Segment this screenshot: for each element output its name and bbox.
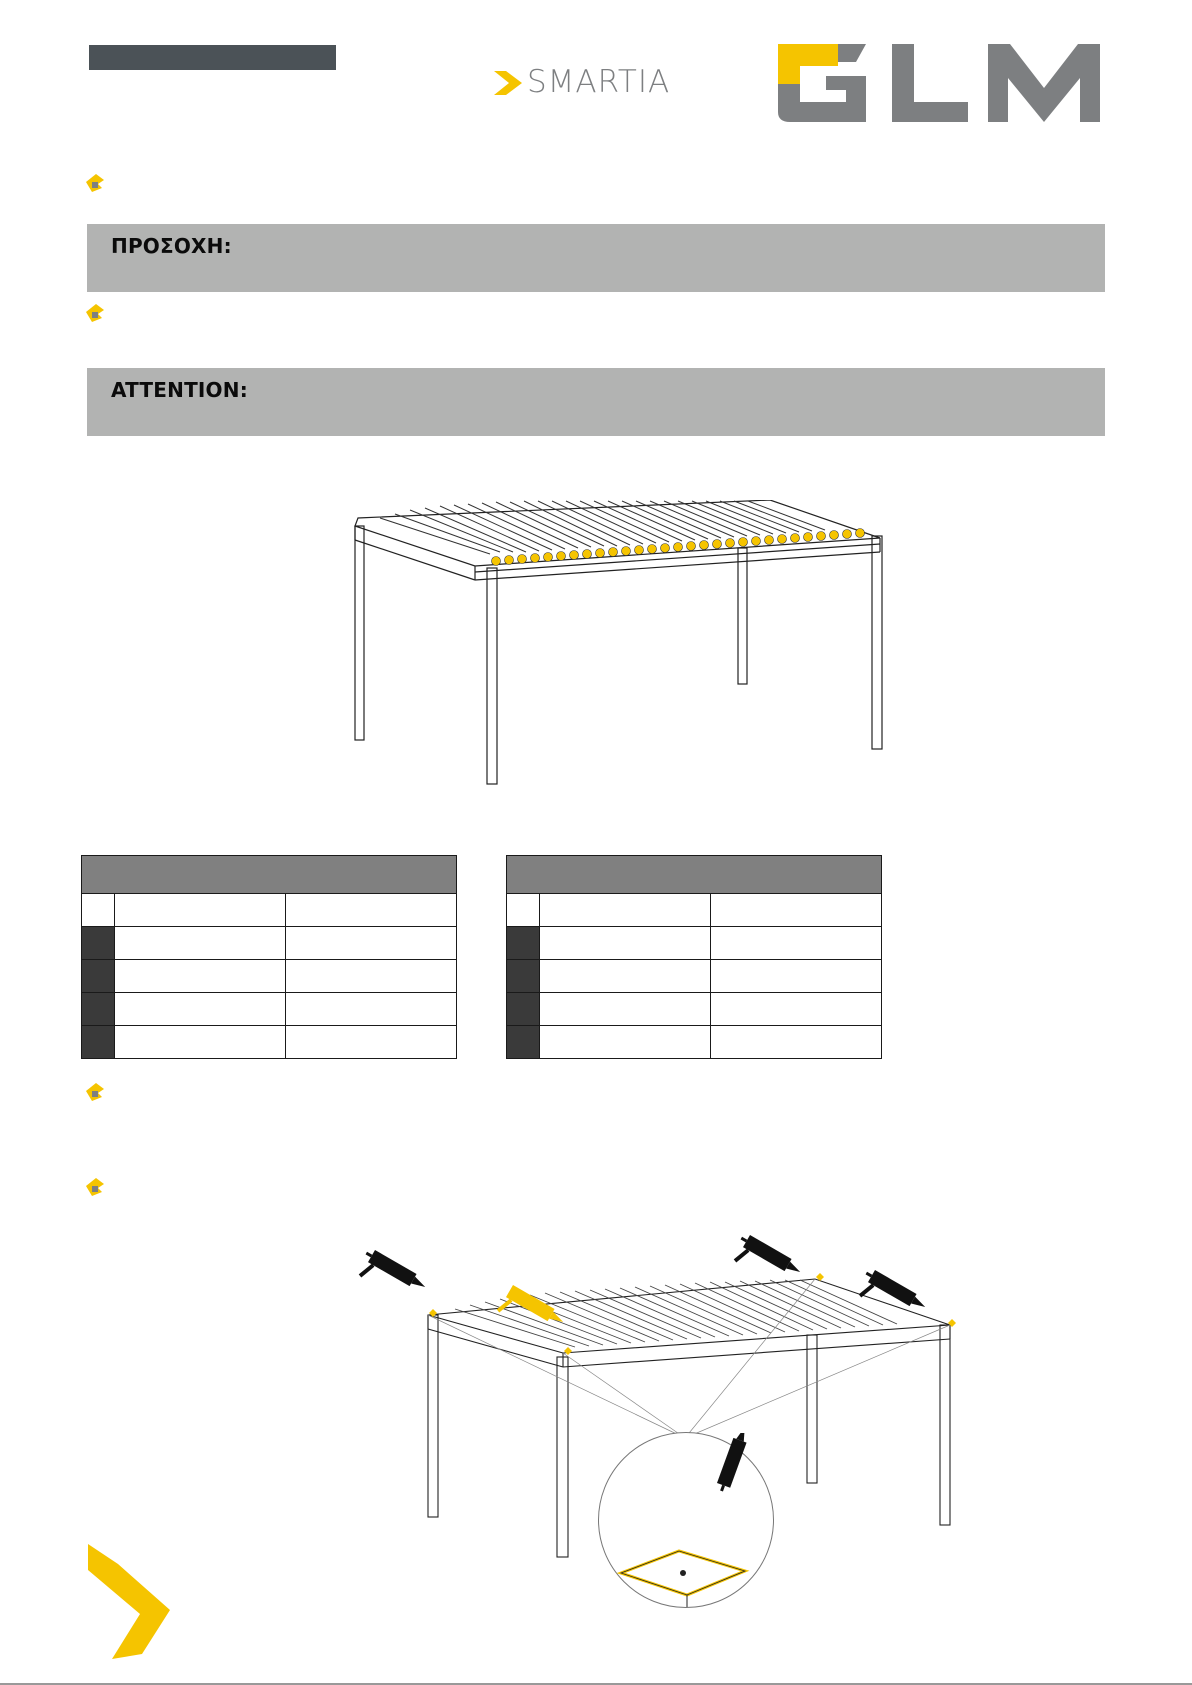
glm-bullet-icon bbox=[84, 172, 106, 194]
corner-detail-zoom bbox=[598, 1432, 774, 1608]
notice-greek bbox=[87, 224, 1105, 292]
notice-english-label: ATTENTION: bbox=[111, 378, 248, 402]
silicone-gun-icon bbox=[355, 1232, 929, 1342]
smartia-wordmark: SMARTIA bbox=[527, 64, 671, 100]
table-row bbox=[507, 960, 882, 993]
notice-greek-label: ΠΡΟΣΟΧΗ: bbox=[111, 234, 232, 258]
parts-table-left bbox=[81, 855, 457, 1059]
header-bar bbox=[89, 45, 336, 70]
glm-bullet-icon bbox=[84, 1176, 106, 1198]
table-row bbox=[82, 993, 457, 1026]
table-row bbox=[507, 993, 882, 1026]
table-row bbox=[507, 1026, 882, 1059]
brand-chevron-icon bbox=[88, 1544, 170, 1659]
glm-bullet-icon bbox=[84, 302, 106, 324]
table-row bbox=[82, 1026, 457, 1059]
glm-bullet-icon bbox=[84, 1081, 106, 1103]
parts-table-right bbox=[506, 855, 882, 1059]
table-row bbox=[82, 960, 457, 993]
table-header bbox=[82, 856, 457, 894]
notice-english bbox=[87, 368, 1105, 436]
glm-logo bbox=[778, 44, 1106, 122]
table-row bbox=[507, 927, 882, 960]
smartia-chevron-icon bbox=[492, 69, 526, 97]
table-header bbox=[507, 856, 882, 894]
smartia-logo bbox=[492, 62, 677, 102]
pergola-louvers-illustration bbox=[350, 500, 890, 790]
table-row bbox=[82, 927, 457, 960]
